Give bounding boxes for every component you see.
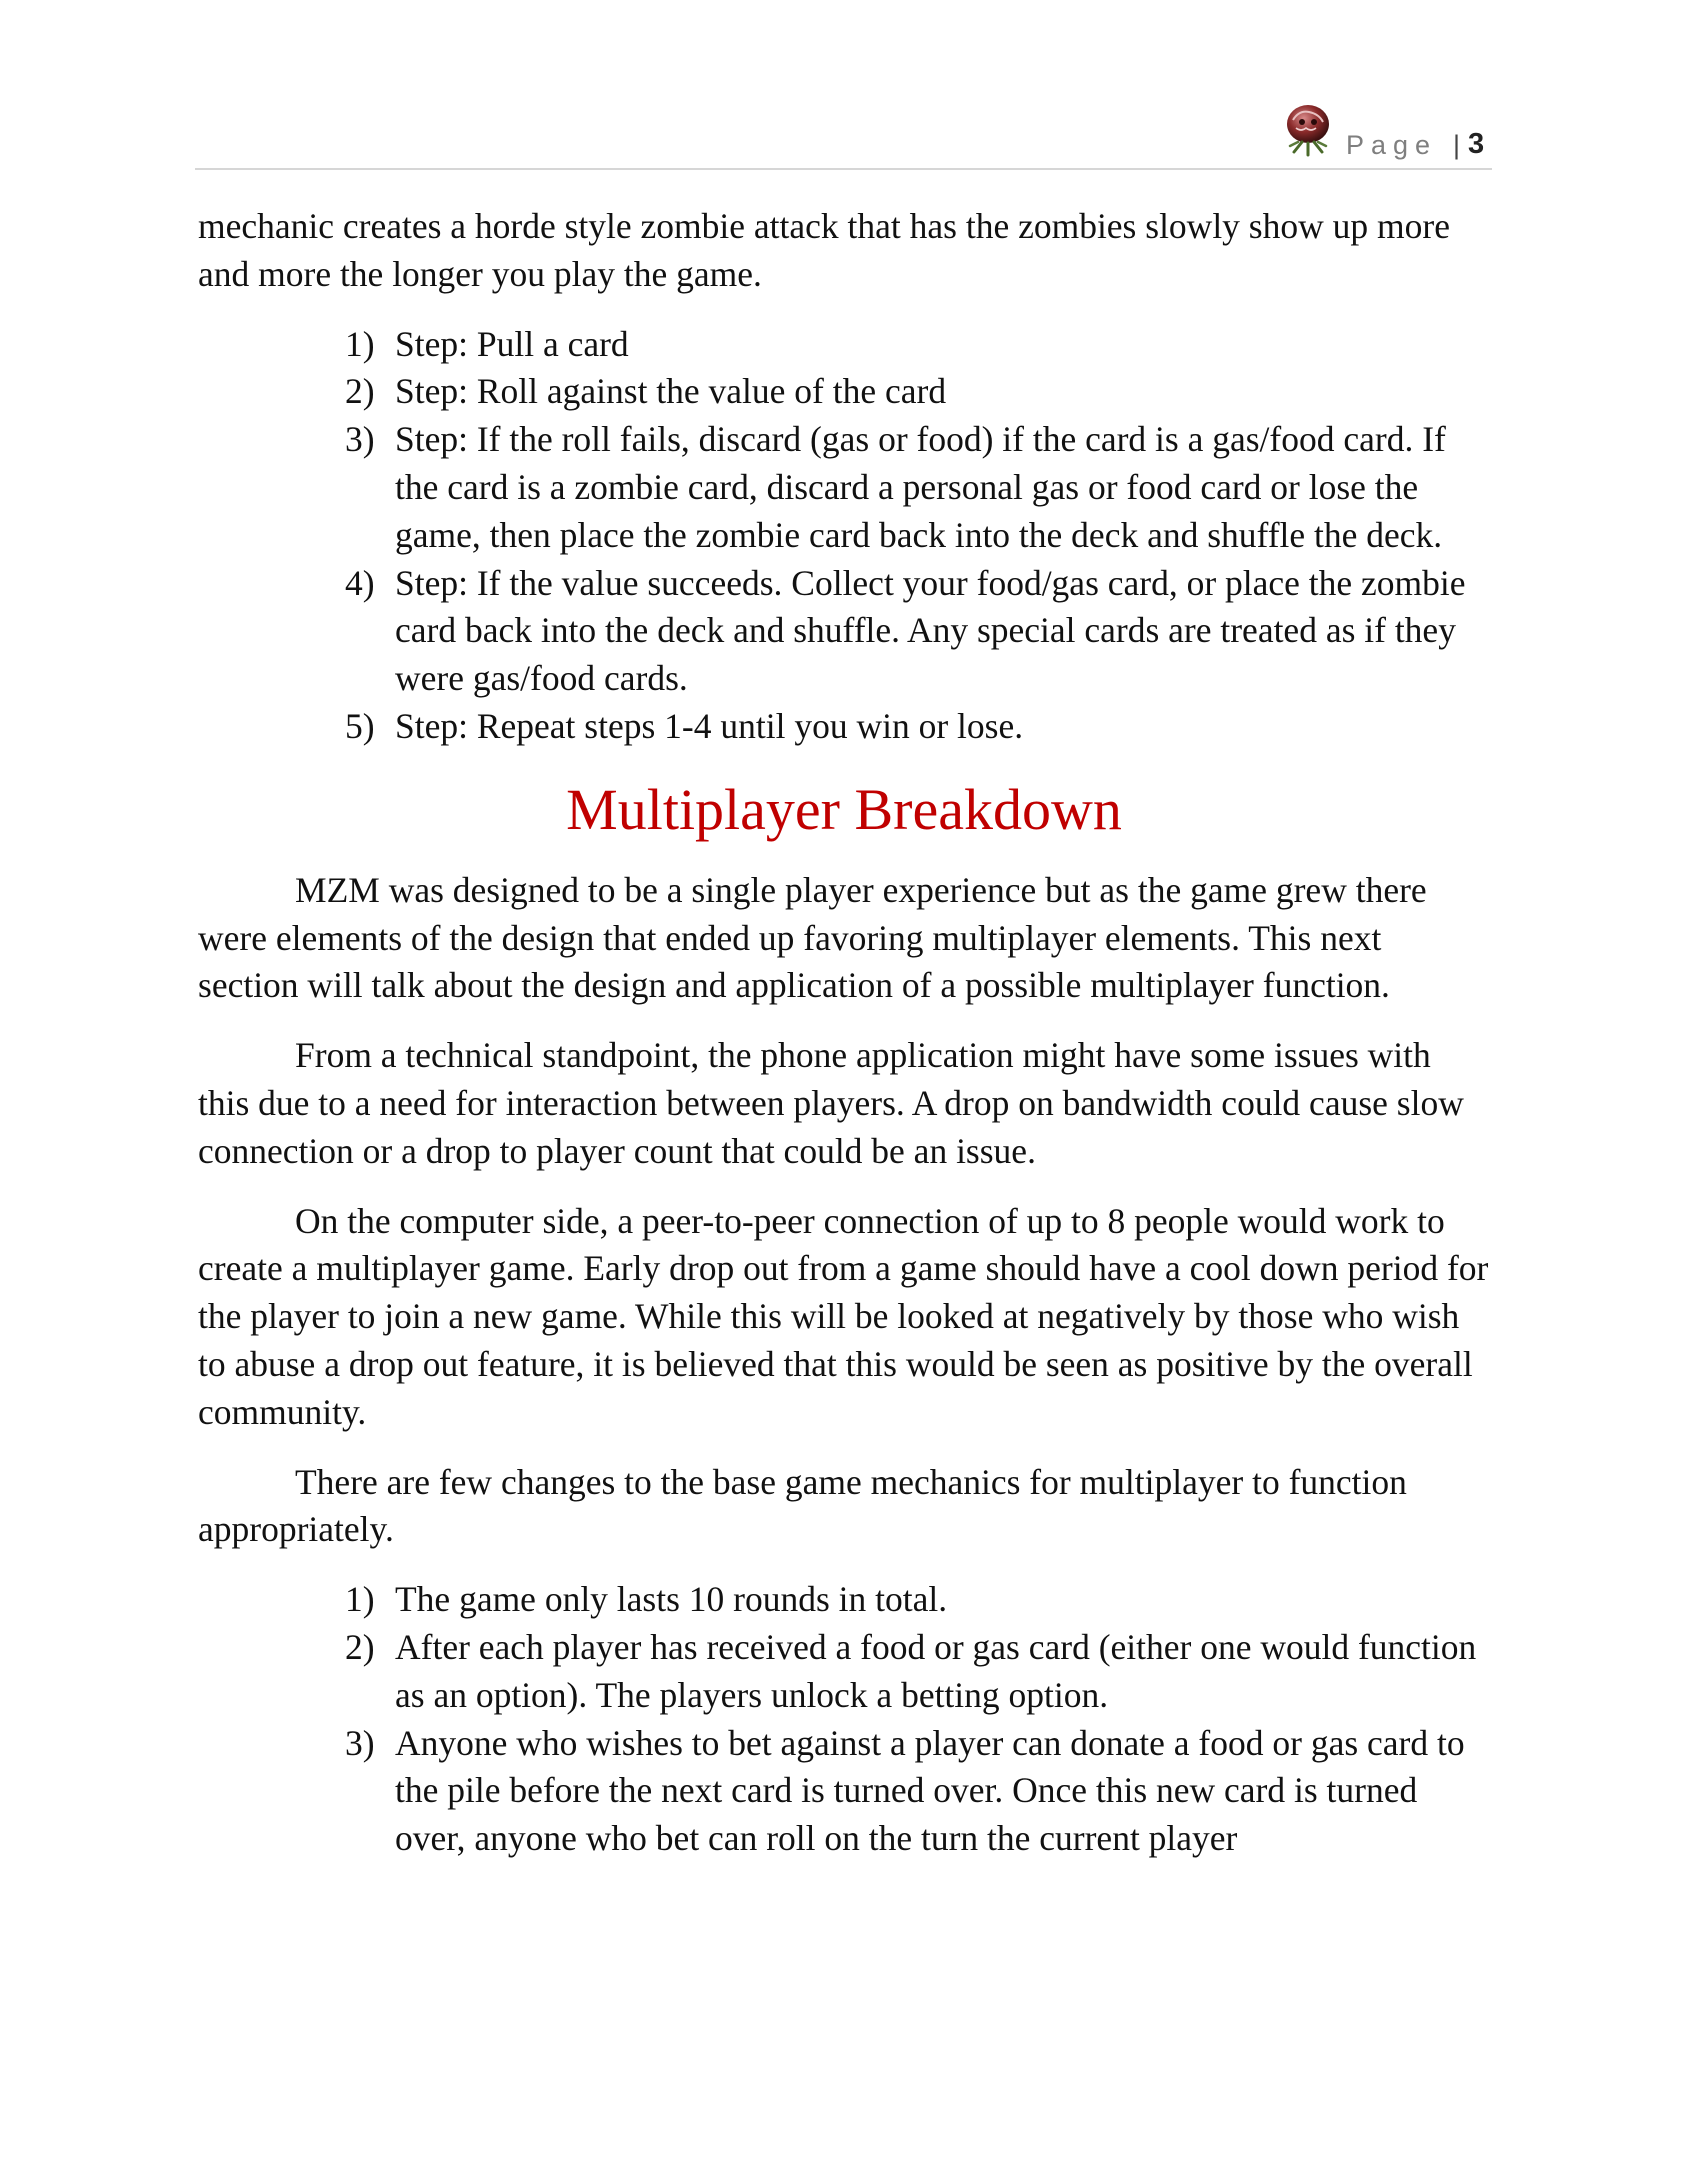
list-item (198, 1624, 1490, 1720)
list-item (198, 368, 1490, 416)
list-number: 1) (345, 323, 375, 364)
list-item (198, 321, 1490, 369)
list-item (198, 1720, 1490, 1863)
list-number: 5) (345, 705, 375, 746)
list-number: 4) (345, 562, 375, 603)
intro-paragraph: mechanic creates a horde style zombie attack that has the zombies slowly show up more and more the longer you play the game. (198, 206, 1450, 294)
list-item-text: After each player has received a food or gas card (either one would function as an option). The players unlock a betting option. (395, 1626, 1477, 1715)
list-item (198, 560, 1490, 703)
list-item-text: Step: If the roll fails, discard (gas or food) if the card is a gas/food card. If the card is a zombie card, discard a personal gas or food card or lose the game, then place the zombie card back into the deck and shuffle the deck. (395, 419, 1446, 555)
list-item (198, 416, 1490, 559)
body-paragraph: There are few changes to the base game mechanics for multiplayer to function appropriately. (198, 1461, 1407, 1550)
body-paragraph: MZM was designed to be a single player experience but as the game grew there were elements of the design that ended up favoring multiplayer elements. This next section will talk about the design and application of a possible multiplayer function. (198, 869, 1427, 1006)
header-divider (195, 168, 1492, 170)
list-number: 3) (345, 1722, 375, 1763)
section-heading: Multiplayer Breakdown (566, 776, 1122, 842)
body-paragraph: From a technical standpoint, the phone application might have some issues with this due to a need for interaction between players. A drop on bandwidth could cause slow connection or a drop to player count that could be an issue. (198, 1035, 1464, 1171)
body-paragraph: On the computer side, a peer-to-peer connection of up to 8 people would work to create a multiplayer game. Early drop out from a game should have a cool down period for the player to join a new game. While this will be looked at negatively by those who wish to abuse a drop out feature, it is believed that this would be seen as positive by the overall community. (198, 1200, 1489, 1432)
single-player-steps-list (198, 321, 1490, 751)
list-number: 1) (345, 1579, 375, 1620)
list-number: 2) (345, 1626, 375, 1667)
list-number: 3) (345, 419, 375, 460)
list-item (198, 1576, 1490, 1624)
page-separator: | (1453, 130, 1461, 160)
list-item-text: Step: If the value succeeds. Collect your food/gas card, or place the zombie card back into the deck and shuffle. Any special cards are treated as if they were gas/food cards. (395, 562, 1466, 699)
page-body (198, 203, 1490, 1885)
list-item-text: Anyone who wishes to bet against a player can donate a food or gas card to the pile before the next card is turned over. Once this new card is turned over, anyone who bet can roll on the turn the current player (395, 1722, 1465, 1859)
page-label: Page (1346, 130, 1438, 160)
list-item-text: Step: Roll against the value of the card (395, 371, 947, 412)
list-item-text: Step: Repeat steps 1-4 until you win or lose. (395, 705, 1024, 746)
page-number: 3 (1468, 128, 1485, 160)
list-item-text: Step: Pull a card (395, 323, 629, 364)
list-item-text: The game only lasts 10 rounds in total. (395, 1579, 948, 1620)
list-item (198, 703, 1490, 751)
zombie-head-logo-icon (1280, 100, 1338, 158)
multiplayer-rules-list (198, 1576, 1490, 1863)
list-number: 2) (345, 371, 375, 412)
